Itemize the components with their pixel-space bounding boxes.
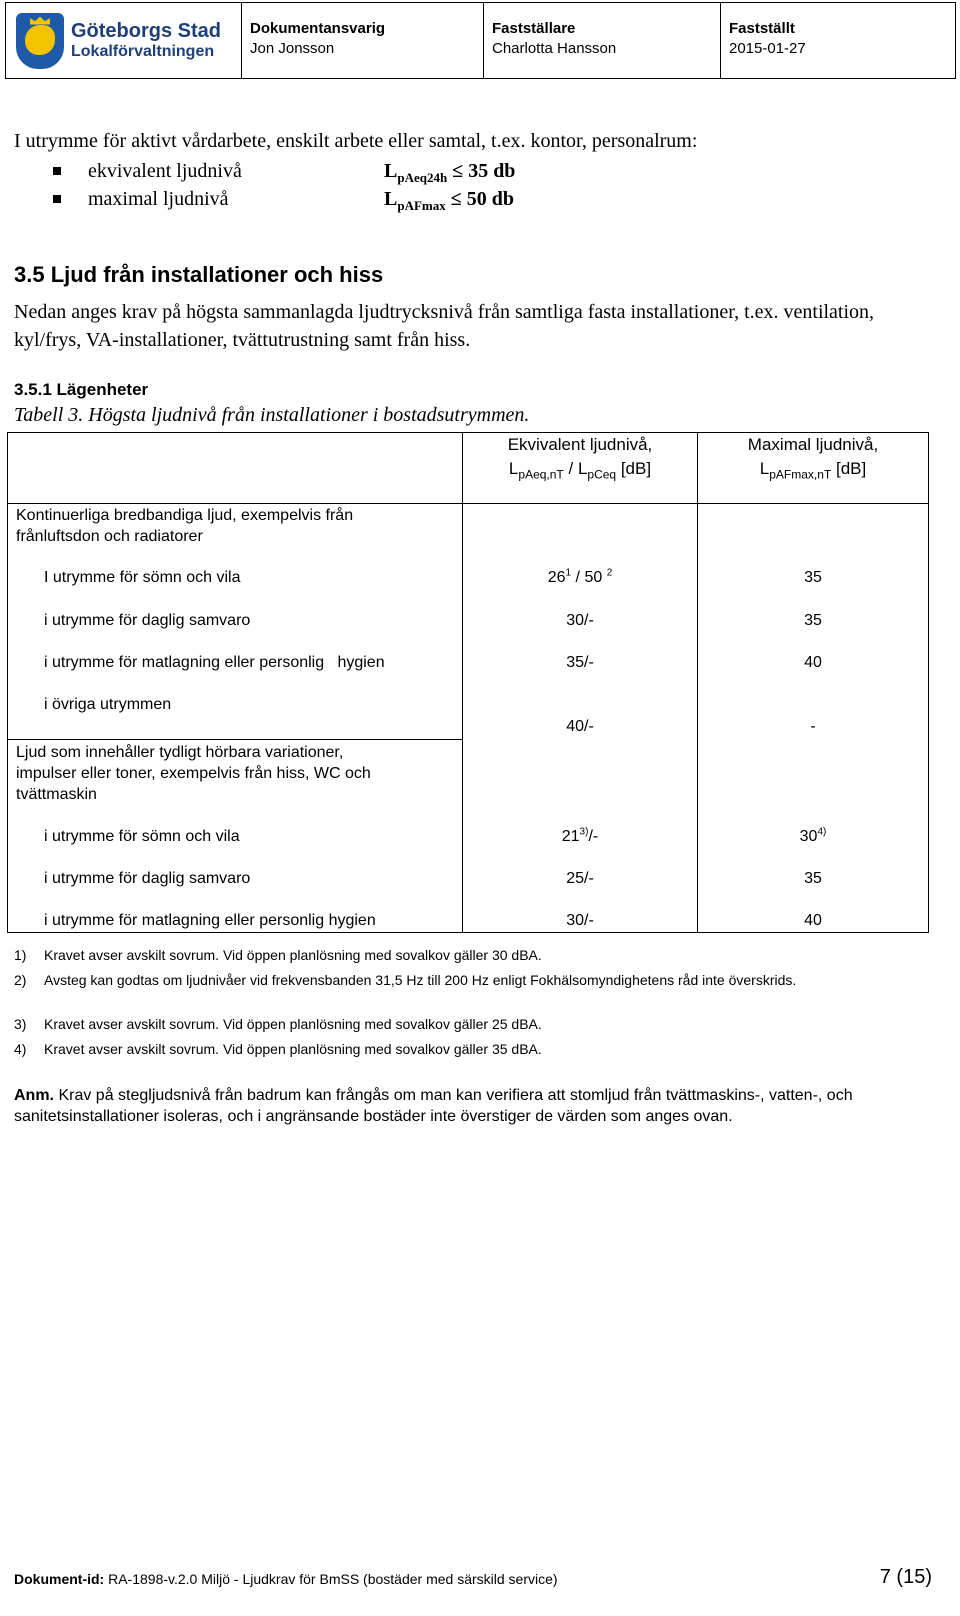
- footer-document-id: Dokument-id: RA-1898-v.2.0 Miljö - Ljudkrav för BmSS (bostäder med särskild service): [14, 1571, 558, 1587]
- bullet-icon: [53, 167, 61, 175]
- row-max-value: 35: [804, 612, 822, 629]
- page-number: 7 (15): [879, 1566, 932, 1588]
- row-label: i utrymme för daglig samvaro: [44, 612, 251, 629]
- row-max-value: 30$^{4)}$: [799, 826, 827, 845]
- city-crest-icon: [16, 13, 64, 69]
- row-label: i övriga utrymmen: [44, 696, 172, 713]
- header-approver: [484, 3, 721, 78]
- formula: $L_{pAFmax} \le 50$ db: [384, 188, 514, 213]
- header-value: 2015-01-27: [729, 40, 806, 57]
- header-divider: [8, 503, 928, 504]
- column-header-maximal: Maximal ljudnivå, $L_{pAFmax,nT}$ [dB]: [747, 435, 879, 482]
- row-eq-value: 30/-: [566, 912, 594, 929]
- row-eq-value: 21$^{3)}$/-: [561, 826, 599, 845]
- subheading: 3.5.1 Lägenheter: [14, 380, 149, 399]
- column-header-equivalent: Ekvivalent ljudnivå, $L_{pAeq,nT} / L_{pCeq}$ [dB]: [507, 435, 653, 482]
- footnote: 4) Kravet avser avskilt sovrum. Vid öppen planlösning med sovalkov gäller 35 dBA.: [14, 1041, 542, 1057]
- row-eq-value: $26^1 / 50$ $^2$: [547, 567, 613, 586]
- intro-text: I utrymme för aktivt vårdarbete, enskilt arbete eller samtal, t.ex. kontor, personalrum:: [14, 130, 698, 152]
- footnote: 1) Kravet avser avskilt sovrum. Vid öppen planlösning med sovalkov gäller 30 dBA.: [14, 947, 542, 963]
- header-label: Dokumentansvarig: [250, 20, 386, 37]
- logo: [6, 3, 242, 78]
- row-eq-value: 25/-: [566, 870, 594, 887]
- row-max-value: 40: [804, 912, 822, 929]
- logo-line1: Göteborgs Stad: [71, 19, 222, 42]
- noise-table: [7, 432, 929, 933]
- group-title: Ljud som innehåller tydligt hörbara variationer, impulser eller toner, exempelvis från hiss, WC och tvättmaskin: [16, 744, 371, 803]
- row-max-value: 35: [804, 569, 822, 586]
- row-label: i utrymme för sömn och vila: [44, 828, 240, 845]
- header-label: Fastställt: [729, 20, 795, 37]
- bullet-label: ekvivalent ljudnivå: [88, 160, 242, 182]
- section-heading: 3.5 Ljud från installationer och hiss: [14, 262, 384, 287]
- header-owner: [242, 3, 484, 78]
- group-divider: [8, 739, 462, 740]
- bullet-label: maximal ljudnivå: [88, 188, 229, 210]
- row-max-value: -: [810, 718, 816, 735]
- footnote: 2) Avsteg kan godtas om ljudnivåer vid frekvensbanden 31,5 Hz till 200 Hz enligt Fokhälsomyndighetens råd inte överskrids.: [14, 972, 797, 988]
- row-eq-value: 35/-: [566, 654, 594, 671]
- row-label: i utrymme för matlagning eller personlig hygien: [44, 912, 376, 929]
- header-value: Jon Jonsson: [250, 40, 335, 57]
- column-divider: [697, 433, 698, 933]
- header-label: Fastställare: [492, 20, 576, 37]
- row-label: i utrymme för matlagning eller personlig hygien: [44, 654, 385, 671]
- row-max-value: 35: [804, 870, 822, 887]
- row-label: I utrymme för sömn och vila: [44, 569, 241, 586]
- bullet-icon: [53, 195, 61, 203]
- document-header: [5, 2, 956, 79]
- remark: Anm. Krav på stegljudsnivå från badrum kan frångås om man kan verifiera att stomljud från tvättmaskins-, vatten-, och sanitetsinstallationer isoleras, och i angränsande bostäder inte överstiger de värden som anges ovan.: [14, 1087, 853, 1125]
- formula: $L_{pAeq24h} \le 35$ db: [384, 160, 516, 185]
- footnote: 3) Kravet avser avskilt sovrum. Vid öppen planlösning med sovalkov gäller 25 dBA.: [14, 1016, 542, 1032]
- row-eq-value: 40/-: [566, 718, 594, 735]
- header-value: Charlotta Hansson: [492, 40, 617, 57]
- row-max-value: 40: [804, 654, 822, 671]
- section-paragraph: Nedan anges krav på högsta sammanlagda ljudtrycksnivå från samtliga fasta installationer, t.ex. ventilation, kyl/frys, VA-installationer, tvättutrustning samt från hiss.: [14, 301, 875, 351]
- header-approved-date: [721, 3, 955, 78]
- group-title: Kontinuerliga bredbandiga ljud, exempelvis från frånluftsdon och radiatorer: [16, 507, 354, 545]
- logo-line2: Lokalförvaltningen: [71, 42, 215, 60]
- row-label: i utrymme för daglig samvaro: [44, 870, 251, 887]
- column-divider: [462, 433, 463, 933]
- row-eq-value: 30/-: [566, 612, 594, 629]
- table-caption: Tabell 3. Högsta ljudnivå från installationer i bostadsutrymmen.: [14, 404, 530, 426]
